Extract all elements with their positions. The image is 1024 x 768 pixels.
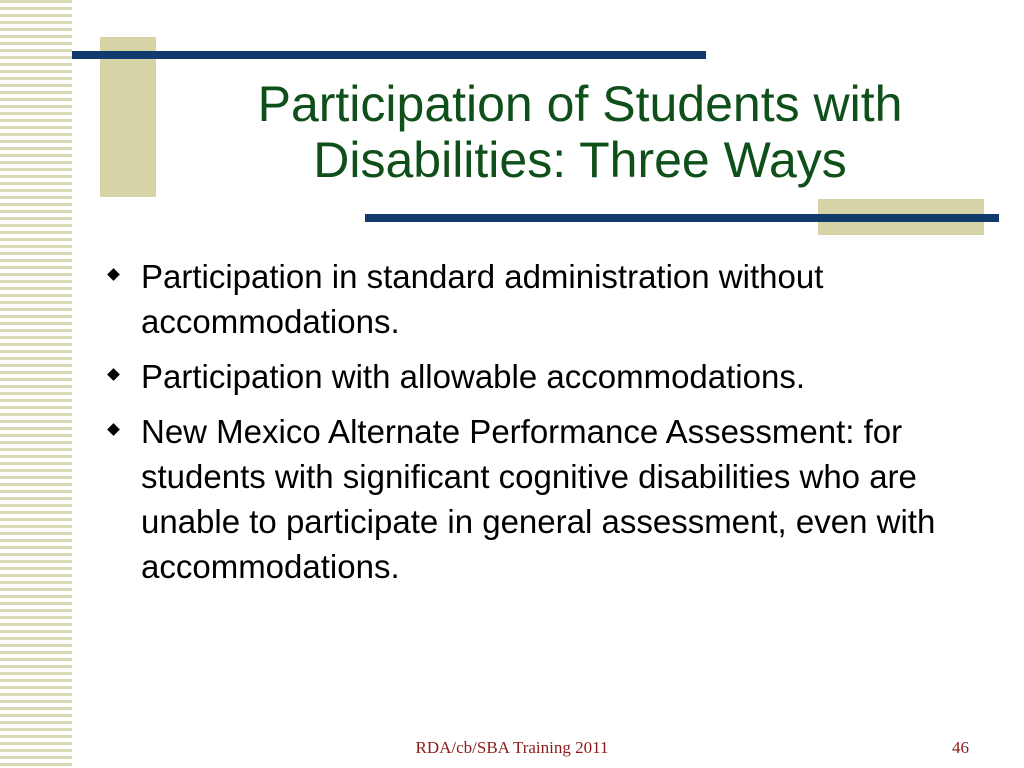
title-rule-top xyxy=(72,51,706,59)
bullet-text: Participation with allowable accommodations. xyxy=(141,358,805,395)
diamond-bullet-icon xyxy=(107,268,120,281)
decorative-stripes xyxy=(0,0,72,768)
bullet-item xyxy=(105,409,985,589)
title-rule-bottom xyxy=(365,214,999,222)
slide-title: Participation of Students with Disabilities: Three Ways xyxy=(257,76,903,188)
diamond-bullet-icon xyxy=(107,368,120,381)
bullet-text: New Mexico Alternate Performance Assessment: for students with significant cognitive disabilities who are unable to participate in general assessment, even with accommodations. xyxy=(141,413,936,585)
bullet-item xyxy=(105,354,985,399)
page-number: 46 xyxy=(952,738,969,757)
bullet-list xyxy=(105,254,985,599)
diamond-bullet-icon xyxy=(107,423,120,436)
accent-block-left xyxy=(100,37,156,197)
bullet-text: Participation in standard administration without accommodations. xyxy=(141,258,824,340)
bullet-item xyxy=(105,254,985,344)
slide-footer: RDA/cb/SBA Training 2011 xyxy=(415,738,609,757)
